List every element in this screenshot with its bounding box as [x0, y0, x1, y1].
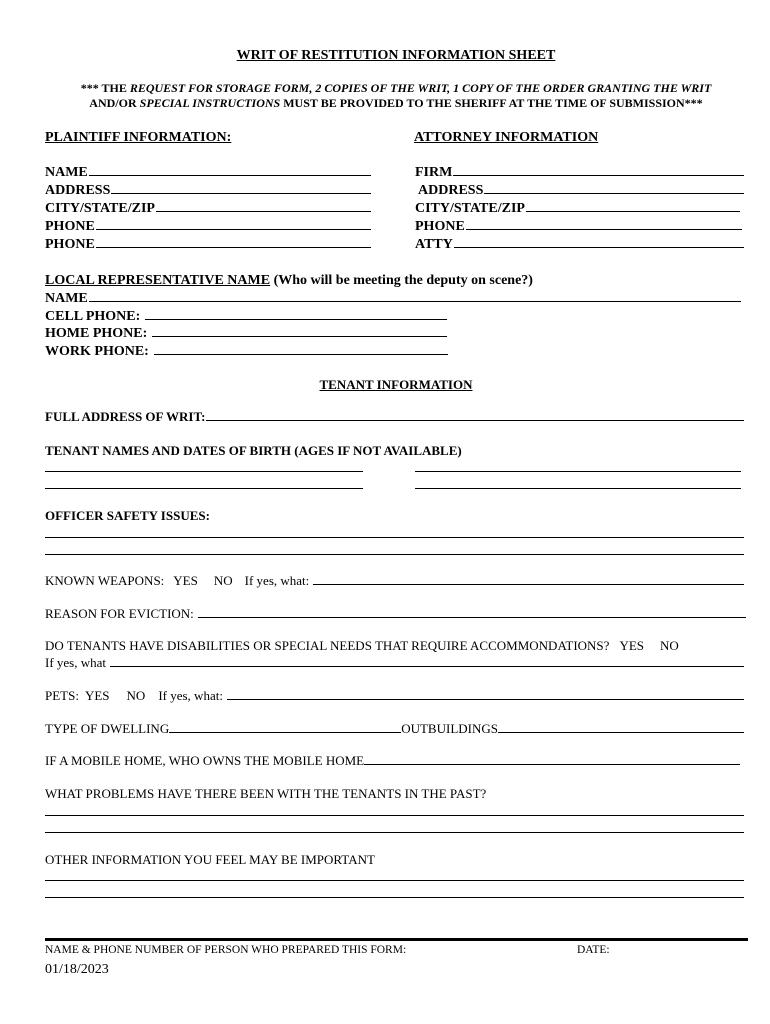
full-address-label: FULL ADDRESS OF WRIT: [45, 409, 206, 424]
plaintiff-name-label: NAME [45, 165, 88, 180]
attorney-heading: ATTORNEY INFORMATION [414, 130, 599, 145]
local-rep-work-label: WORK PHONE: [45, 344, 149, 359]
local-rep-cell-field[interactable] [45, 308, 447, 325]
attorney-address-line[interactable] [484, 182, 744, 194]
attorney-citystatezip-field[interactable] [415, 200, 740, 217]
local-rep-name-line[interactable] [89, 290, 741, 302]
local-rep-question: (Who will be meeting the deputy on scene?) [270, 273, 533, 288]
plaintiff-citystatezip-line[interactable] [156, 200, 371, 212]
attorney-firm-label: FIRM [415, 165, 453, 180]
notice-special-instructions: SPECIAL INSTRUCTIONS [139, 96, 281, 110]
dwelling-line[interactable] [169, 721, 401, 733]
dwelling-row [45, 721, 744, 737]
disabilities-label: DO TENANTS HAVE DISABILITIES OR SPECIAL NEEDS THAT REQUIRE ACCOMMONDATIONS? [45, 638, 610, 653]
past-problems-line-1[interactable] [45, 815, 744, 816]
disabilities-ifyes-row[interactable] [45, 655, 744, 671]
local-rep-home-line[interactable] [152, 325, 447, 337]
plaintiff-address-line[interactable] [111, 182, 371, 194]
local-rep-heading: LOCAL REPRESENTATIVE NAME [45, 273, 271, 288]
attorney-firm-field[interactable] [415, 164, 744, 181]
submission-notice-line-2 [0, 96, 770, 110]
local-rep-work-field[interactable] [45, 343, 448, 360]
disabilities-yes[interactable]: YES [619, 638, 644, 653]
attorney-address-label: ADDRESS [418, 183, 484, 198]
dwelling-label: TYPE OF DWELLING [45, 721, 170, 736]
plaintiff-heading: PLAINTIFF INFORMATION: [45, 130, 232, 145]
known-weapons-yes[interactable]: YES [173, 573, 198, 588]
tenant-names-dob-label: TENANT NAMES AND DATES OF BIRTH (AGES IF NOT AVAILABLE) [45, 443, 462, 458]
attorney-address-field[interactable] [418, 182, 744, 199]
plaintiff-phone-line[interactable] [96, 218, 371, 230]
date-label: DATE: [577, 944, 610, 956]
known-weapons-no[interactable]: NO [213, 573, 233, 588]
local-rep-cell-line[interactable] [145, 308, 447, 320]
pets-yes[interactable]: YES [84, 688, 110, 703]
plaintiff-name-line[interactable] [89, 164, 371, 176]
tenant-name-line-1b[interactable] [415, 471, 741, 472]
disabilities-line[interactable] [110, 655, 744, 667]
local-rep-name-field[interactable] [45, 290, 741, 307]
local-rep-work-line[interactable] [154, 343, 448, 355]
full-address-line[interactable] [206, 409, 745, 421]
disabilities-row [45, 638, 679, 654]
outbuildings-label: OUTBUILDINGS [401, 721, 498, 736]
other-info-line-2[interactable] [45, 897, 744, 898]
other-info-line-1[interactable] [45, 880, 744, 881]
known-weapons-row [45, 573, 744, 589]
tenant-name-line-1a[interactable] [45, 471, 363, 472]
plaintiff-address-label: ADDRESS [45, 183, 111, 198]
attorney-phone-field[interactable] [415, 218, 742, 235]
mobile-home-line[interactable] [364, 753, 740, 765]
outbuildings-line[interactable] [498, 721, 744, 733]
officer-safety-line-2[interactable] [45, 554, 744, 555]
signature-line[interactable] [45, 938, 748, 941]
mobile-home-label: IF A MOBILE HOME, WHO OWNS THE MOBILE HOME [45, 753, 365, 768]
reason-eviction-line[interactable] [198, 606, 746, 618]
reason-eviction-row[interactable] [45, 606, 746, 622]
notice-suffix: MUST BE PROVIDED TO THE SHERIFF AT THE TIME OF SUBMISSION*** [280, 96, 703, 110]
pets-row [45, 688, 744, 704]
notice-andor: AND/OR [89, 96, 140, 110]
plaintiff-phone2-label: PHONE [45, 237, 95, 252]
page-title: WRIT OF RESTITUTION INFORMATION SHEET [236, 48, 556, 63]
tenant-name-line-2b[interactable] [415, 488, 741, 489]
local-rep-home-label: HOME PHONE: [45, 326, 148, 341]
tenant-heading: TENANT INFORMATION [319, 377, 473, 392]
pets-line[interactable] [227, 688, 744, 700]
notice-prefix: *** THE [80, 81, 130, 95]
plaintiff-phone2-field[interactable] [45, 236, 371, 253]
attorney-citystatezip-line[interactable] [526, 200, 740, 212]
other-info-label: OTHER INFORMATION YOU FEEL MAY BE IMPORTANT [45, 852, 375, 867]
full-address-field[interactable] [45, 409, 744, 425]
pets-ifyes-label: If yes, what: [158, 688, 223, 703]
notice-required-docs: REQUEST FOR STORAGE FORM, 2 COPIES OF THE WRIT, 1 COPY OF THE ORDER GRANTING THE WRIT [129, 81, 712, 95]
known-weapons-line[interactable] [313, 573, 744, 585]
reason-eviction-label: REASON FOR EVICTION: [45, 606, 194, 621]
officer-safety-line-1[interactable] [45, 537, 744, 538]
pets-label: PETS: [45, 688, 79, 703]
preparer-label: NAME & PHONE NUMBER OF PERSON WHO PREPARED THIS FORM: [45, 944, 407, 956]
local-rep-name-label: NAME [45, 291, 88, 306]
known-weapons-label: KNOWN WEAPONS: [45, 573, 165, 588]
attorney-phone-label: PHONE [415, 219, 465, 234]
past-problems-line-2[interactable] [45, 832, 744, 833]
attorney-atty-field[interactable] [415, 236, 744, 253]
attorney-atty-line[interactable] [454, 236, 744, 248]
submission-notice-line-1 [0, 81, 770, 95]
attorney-atty-label: ATTY [415, 237, 453, 252]
plaintiff-phone-field[interactable] [45, 218, 371, 235]
plaintiff-citystatezip-label: CITY/STATE/ZIP [45, 201, 155, 216]
known-weapons-ifyes-label: If yes, what: [244, 573, 310, 588]
plaintiff-phone-label: PHONE [45, 219, 95, 234]
local-rep-home-field[interactable] [45, 325, 447, 342]
local-rep-cell-label: CELL PHONE: [45, 309, 141, 324]
attorney-firm-line[interactable] [453, 164, 744, 176]
plaintiff-phone2-line[interactable] [96, 236, 371, 248]
officer-safety-label: OFFICER SAFETY ISSUES: [45, 508, 210, 523]
local-rep-heading-row [45, 272, 533, 289]
pets-no[interactable]: NO [126, 688, 146, 703]
plaintiff-address-field[interactable] [45, 182, 371, 199]
plaintiff-citystatezip-field[interactable] [45, 200, 371, 217]
past-problems-label: WHAT PROBLEMS HAVE THERE BEEN WITH THE TENANTS IN THE PAST? [45, 786, 487, 801]
mobile-home-row[interactable] [45, 753, 740, 769]
attorney-citystatezip-label: CITY/STATE/ZIP [415, 201, 525, 216]
disabilities-ifyes-label: If yes, what [45, 655, 107, 670]
attorney-phone-line[interactable] [466, 218, 742, 230]
disabilities-no[interactable]: NO [660, 638, 679, 653]
plaintiff-name-field[interactable] [45, 164, 371, 181]
tenant-name-line-2a[interactable] [45, 488, 363, 489]
revision-date: 01/18/2023 [45, 962, 109, 977]
